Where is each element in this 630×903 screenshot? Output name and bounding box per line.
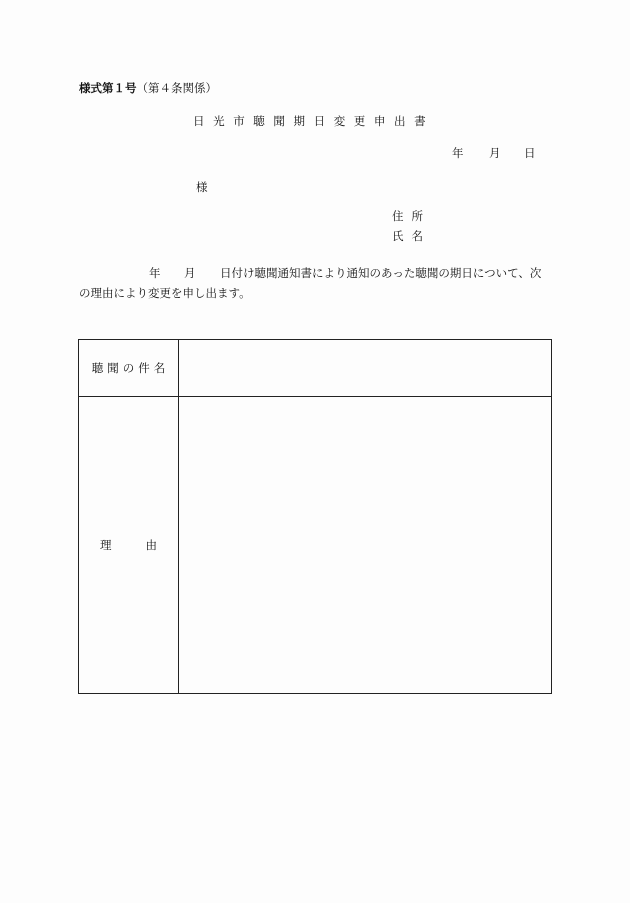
date-month-label: 月 (489, 146, 501, 160)
reason-label-first: 理 (100, 538, 112, 552)
table-row-reason (79, 397, 552, 694)
form-number-note: （第４条関係） (136, 81, 217, 95)
case-label: 聴聞の件名 (91, 361, 170, 375)
date-day-label: 日 (524, 146, 536, 160)
addressee-honorific: 様 (196, 180, 208, 194)
reason-label-cell (79, 397, 179, 694)
reason-label-second: 由 (145, 538, 157, 552)
case-value-cell[interactable] (179, 340, 552, 397)
table-row-case (79, 340, 552, 397)
case-label-cell (79, 340, 179, 397)
reason-value-cell[interactable] (179, 397, 552, 694)
form-number (79, 80, 217, 96)
body-text-line1: 日付け聴聞通知書により通知のあった聴聞の期日について、次 (220, 266, 542, 280)
request-table (78, 339, 552, 694)
address-label: 住所 (392, 209, 431, 223)
body-year-label: 年 (149, 266, 161, 280)
name-label: 氏名 (392, 229, 431, 243)
body-month-label: 月 (184, 266, 196, 280)
date-year-label: 年 (452, 146, 464, 160)
document-title: 日光市聴聞期日変更申出書 (193, 114, 435, 128)
form-number-label: 様式第１号 (79, 81, 137, 95)
body-text-line2: の理由により変更を申し出ます。 (79, 286, 251, 300)
